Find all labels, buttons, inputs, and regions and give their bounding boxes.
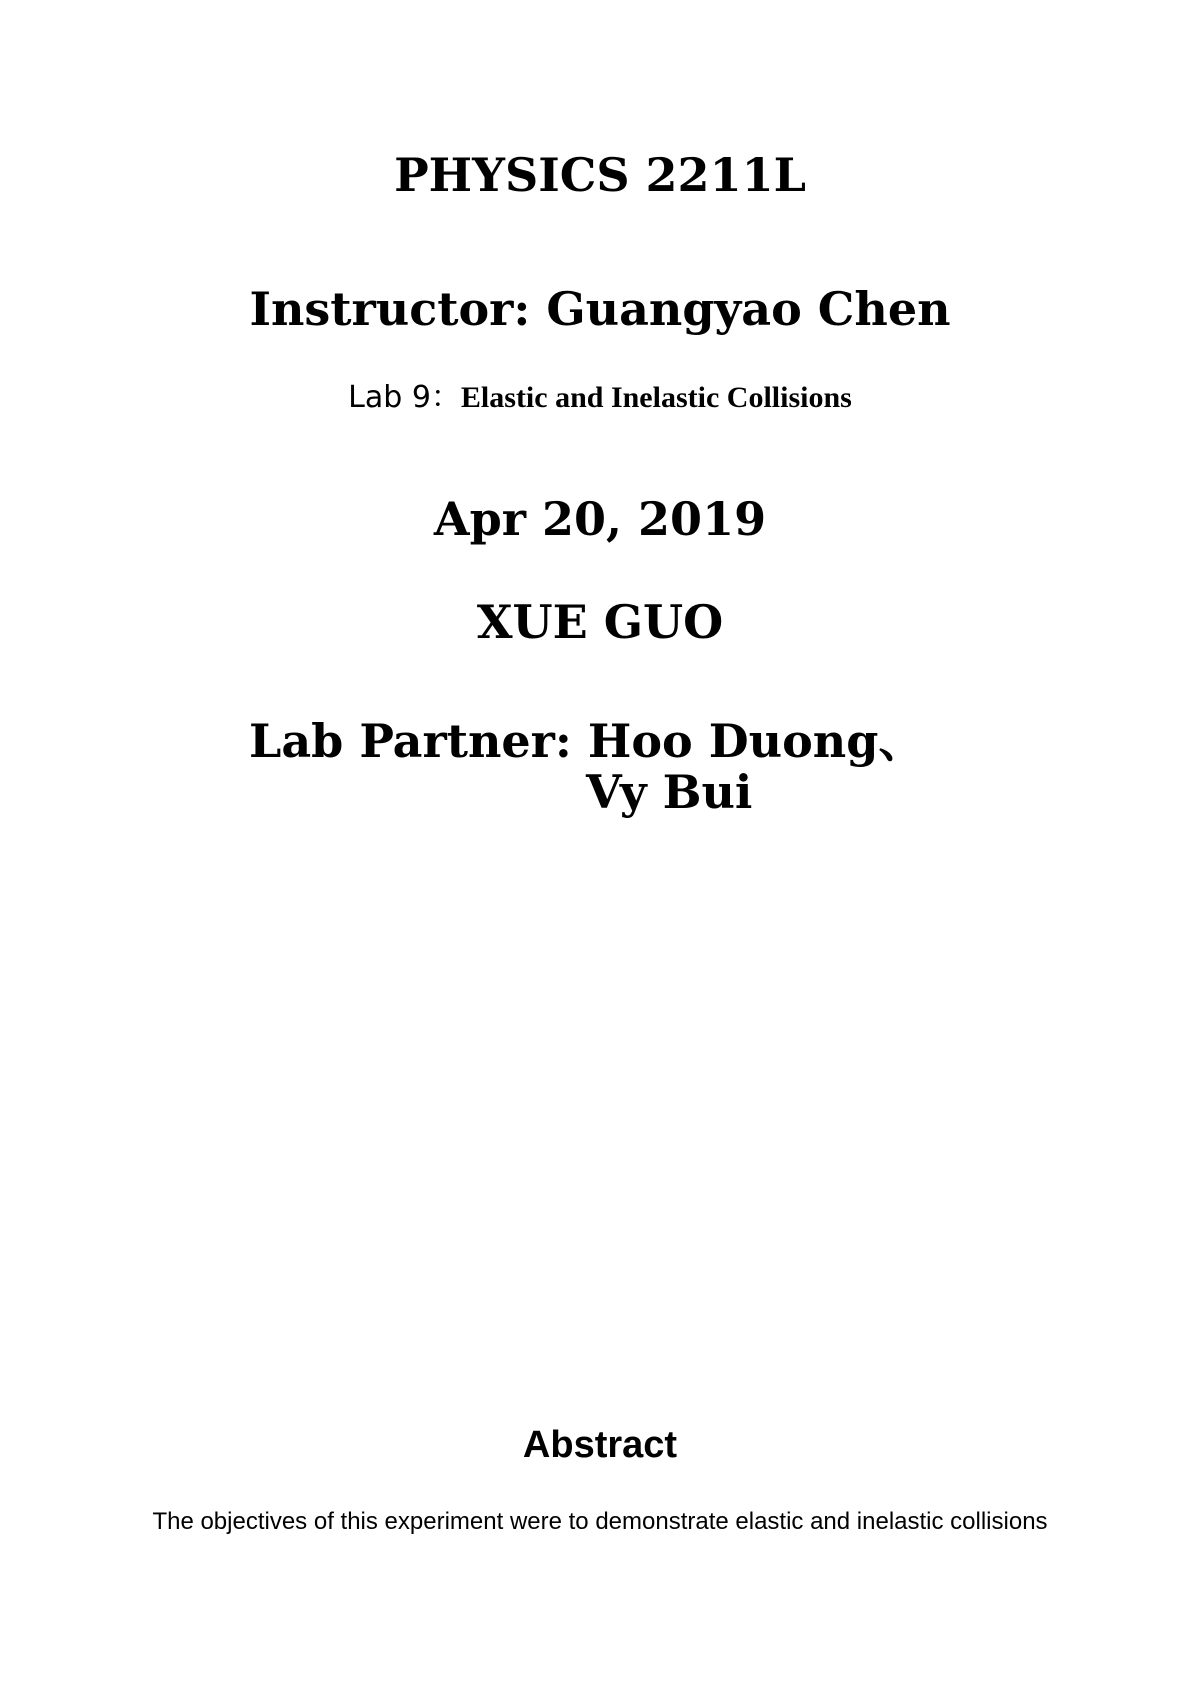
instructor-line: Instructor: Guangyao Chen xyxy=(249,282,951,336)
lab-partner-line: Lab Partner: Hoo Duong、 xyxy=(249,714,925,768)
lab-number: Lab 9： xyxy=(348,380,461,415)
lab-partner-continuation: Vy Bui xyxy=(586,765,753,819)
abstract-text: The objectives of this experiment were to demonstrate elastic and inelastic collisions xyxy=(152,1508,1048,1535)
course-title: PHYSICS 2211L xyxy=(394,148,806,202)
author-name: XUE GUO xyxy=(476,595,724,649)
lab-name: Elastic and Inelastic Collisions xyxy=(460,381,852,414)
lab-title xyxy=(0,372,1200,416)
report-date: Apr 20, 2019 xyxy=(433,492,767,546)
abstract-heading: Abstract xyxy=(522,1424,678,1466)
